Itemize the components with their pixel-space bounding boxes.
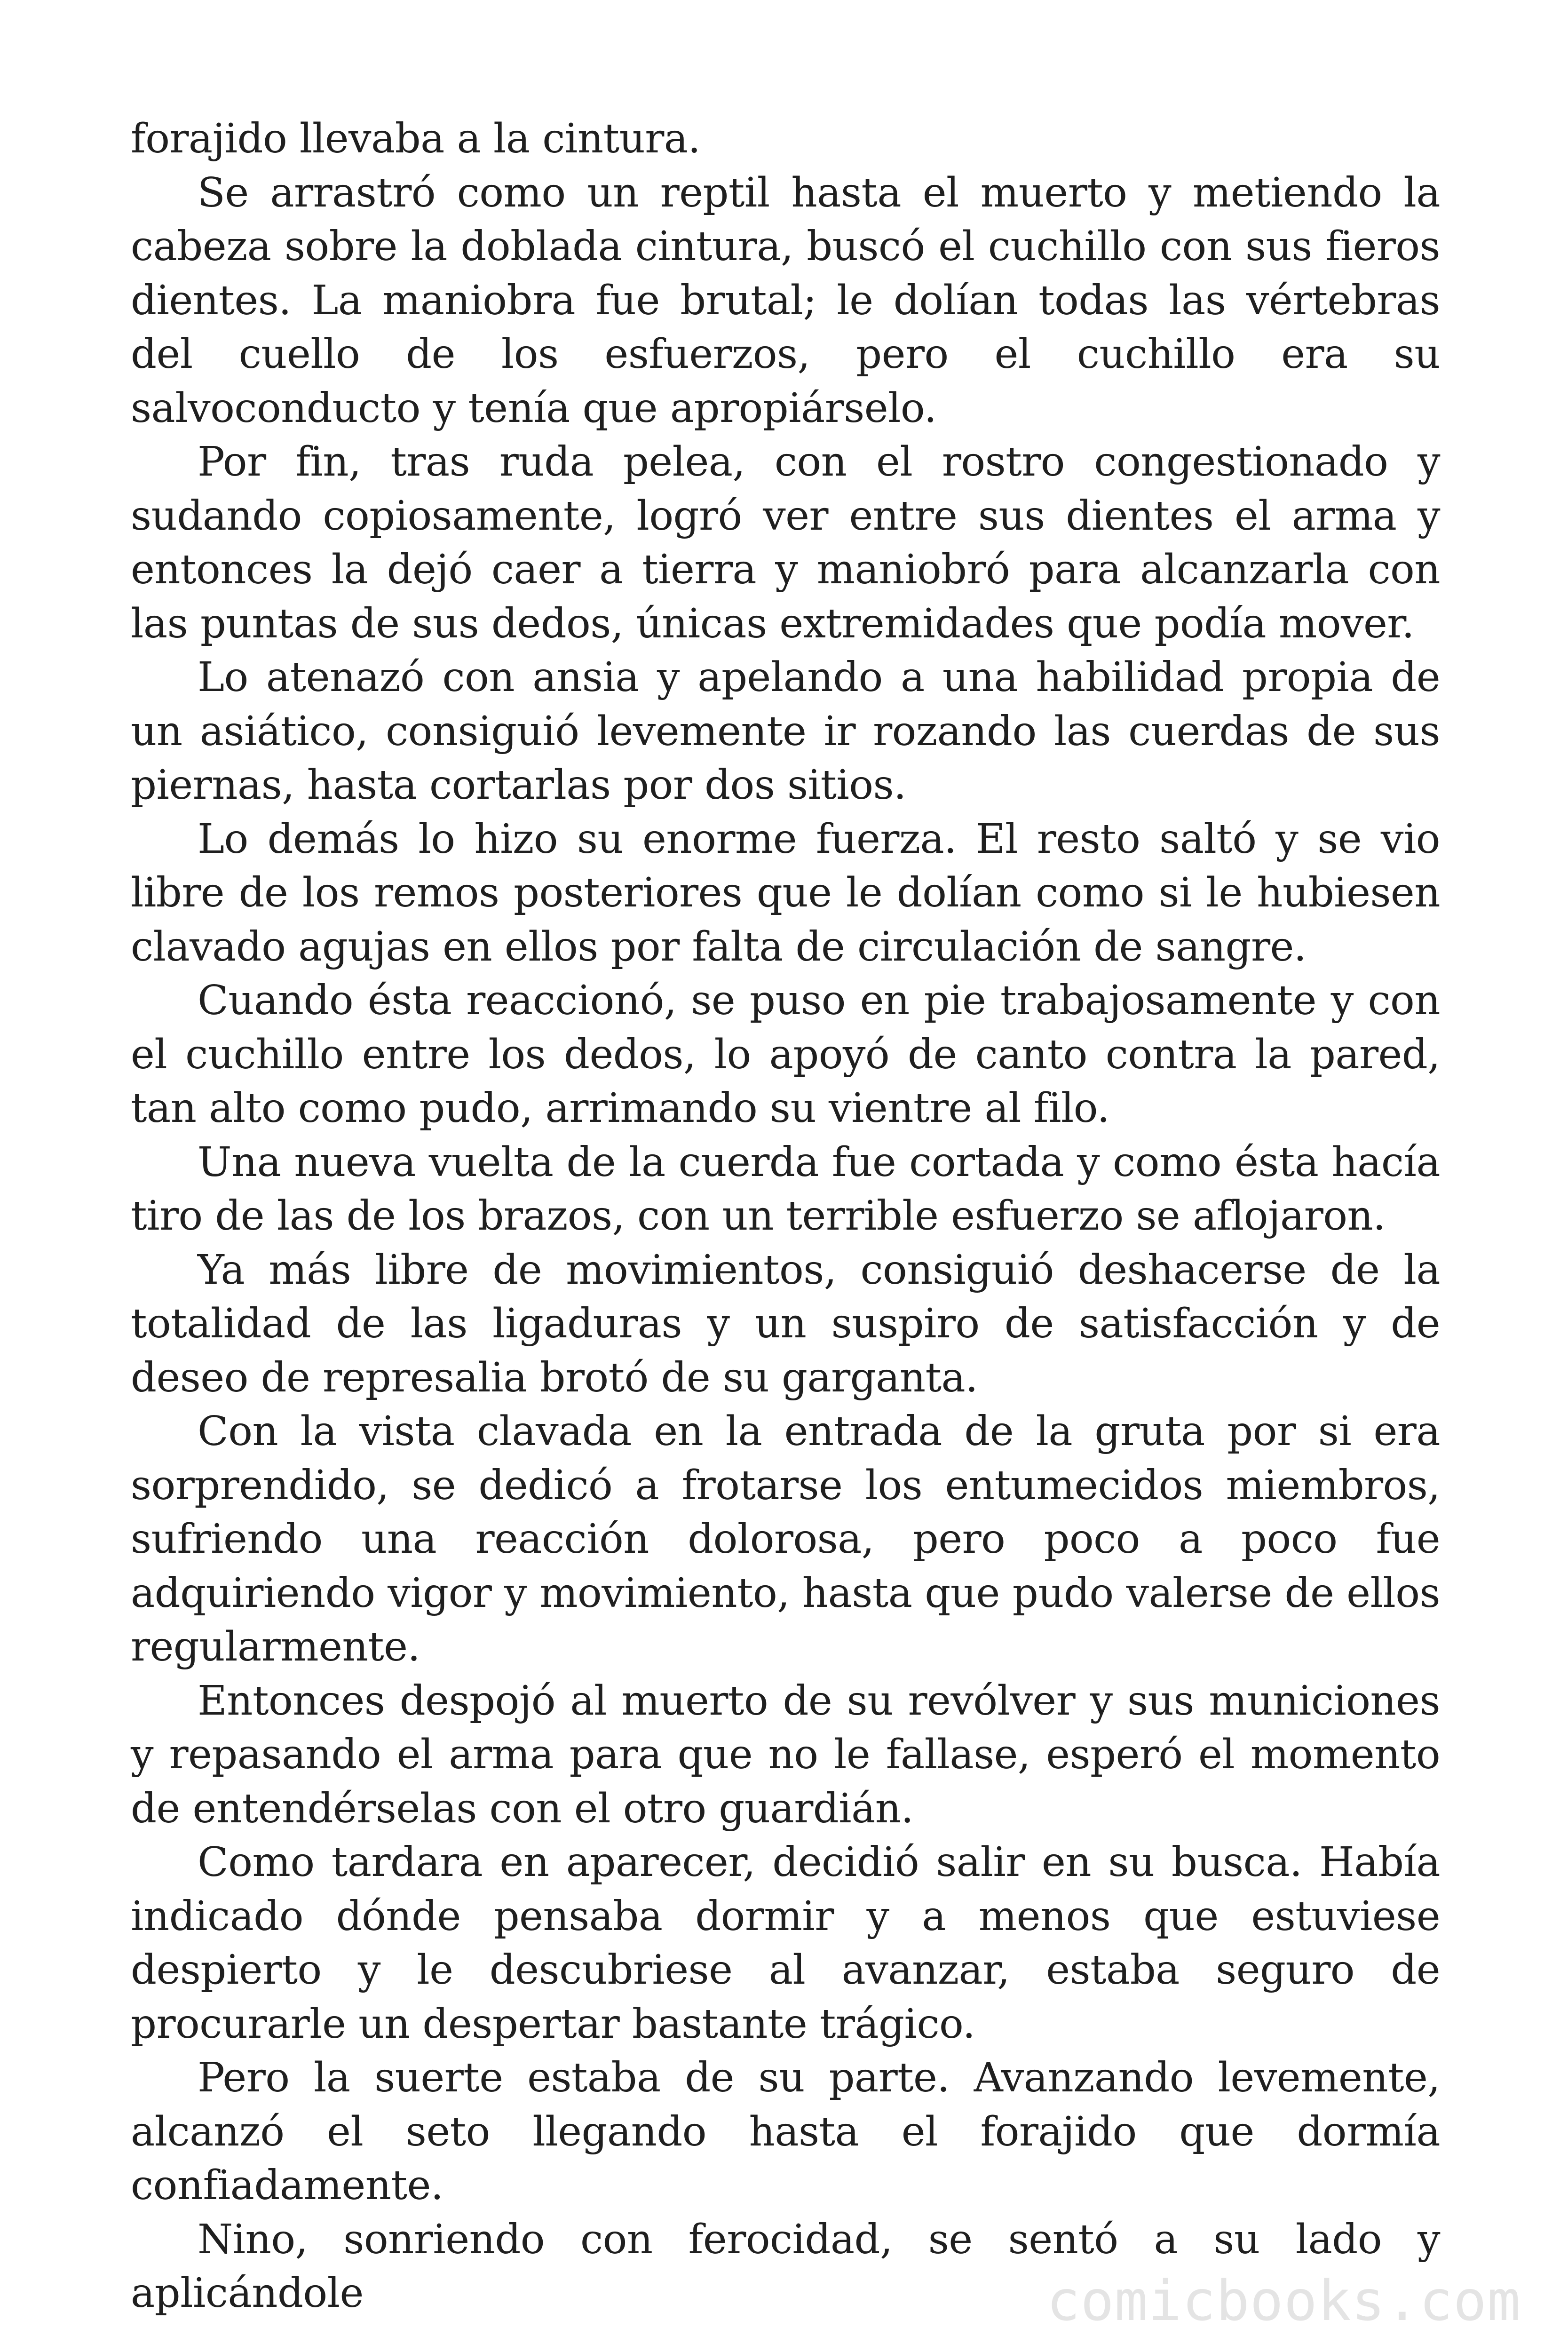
paragraph-11: Como tardara en aparecer, decidió salir en su busca. Había indicado dónde pensaba dormir y a menos que estuviese despierto y le descubriese al avanzar, estaba seguro de procurarle un despertar bastante trágico. bbox=[131, 1839, 1440, 2048]
paragraph-9: Con la vista clavada en la entrada de la gruta por si era sorprendido, se dedicó a frotarse los entumecidos miembros, sufriendo una reacción dolorosa, pero poco a poco fue adquiriendo vigor y movimiento, hasta que pudo valerse de ellos regularmente. bbox=[131, 1408, 1440, 1670]
paragraph-1: forajido llevaba a la cintura. bbox=[131, 115, 701, 162]
paragraph-13: Nino, sonriendo con ferocidad, se sentó a su lado y aplicándole bbox=[131, 2216, 1440, 2317]
paragraph-3: Por fin, tras ruda pelea, con el rostro congestionado y sudando copiosamente, logró ver entre sus dientes el arma y entonces la dejó caer a tierra y maniobró para alcanzarla con las puntas de sus dedos, únicas extremidades que podía mover. bbox=[131, 438, 1440, 647]
paragraph-5: Lo demás lo hizo su enorme fuerza. El resto saltó y se vio libre de los remos posteriores que le dolían como si le hubiesen clavado agujas en ellos por falta de circulación de sangre. bbox=[131, 815, 1440, 970]
paragraph-8: Ya más libre de movimientos, consiguió deshacerse de la totalidad de las ligaduras y un suspiro de satisfacción y de deseo de represalia brotó de su garganta. bbox=[131, 1246, 1440, 1401]
paragraph-2: Se arrastró como un reptil hasta el muerto y metiendo la cabeza sobre la doblada cintura, buscó el cuchillo con sus fieros dientes. La maniobra fue brutal; le dolían todas las vértebras del cuello de los esfuerzos, pero el cuchillo era su salvoconducto y tenía que apropiárselo. bbox=[131, 169, 1440, 432]
paragraph-6: Cuando ésta reaccionó, se puso en pie trabajosamente y con el cuchillo entre los dedos, lo apoyó de canto contra la pared, tan alto como pudo, arrimando su vientre al filo. bbox=[131, 977, 1440, 1132]
paragraph-12: Pero la suerte estaba de su parte. Avanzando levemente, alcanzó el seto llegando hasta el forajido que dormía confiadamente. bbox=[131, 2054, 1440, 2209]
page-body bbox=[131, 112, 1440, 2320]
paragraph-10: Entonces despojó al muerto de su revólver y sus municiones y repasando el arma para que no le fallase, esperó el momento de entendérselas con el otro guardián. bbox=[131, 1677, 1440, 1832]
paragraph-4: Lo atenazó con ansia y apelando a una habilidad propia de un asiático, consiguió levemente ir rozando las cuerdas de sus piernas, hasta cortarlas por dos sitios. bbox=[131, 654, 1440, 809]
paragraph-7: Una nueva vuelta de la cuerda fue cortada y como ésta hacía tiro de las de los brazos, con un terrible esfuerzo se aflojaron. bbox=[131, 1138, 1440, 1240]
watermark: comicbooks.com bbox=[1046, 2268, 1521, 2333]
